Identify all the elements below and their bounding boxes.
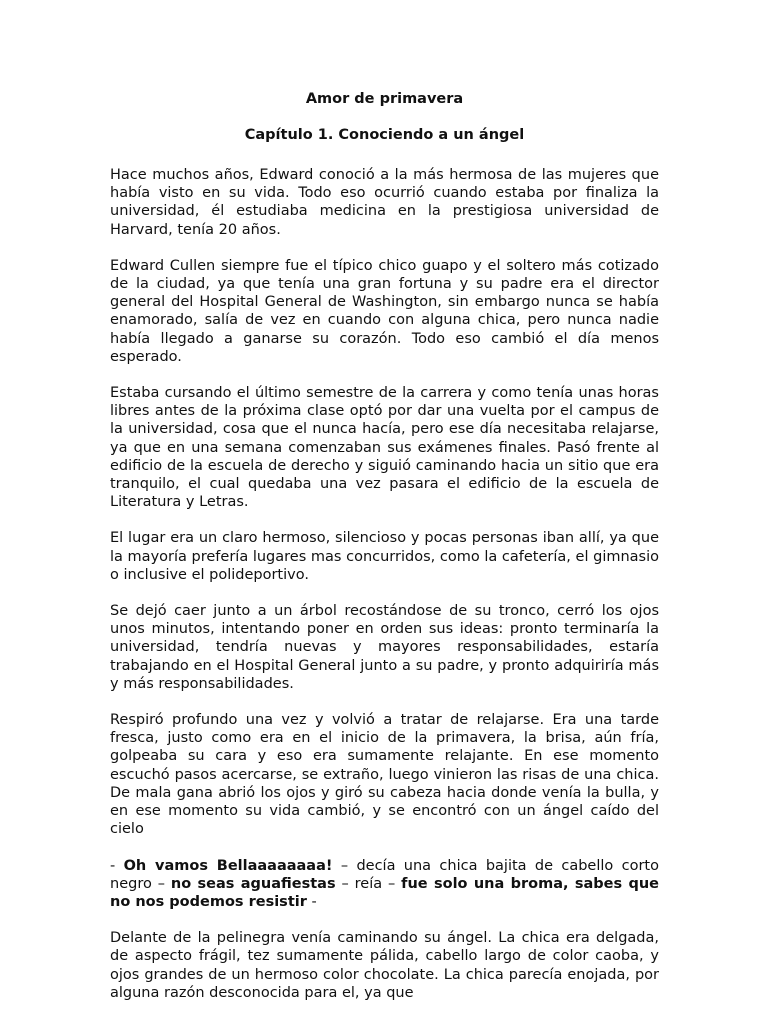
paragraph: Hace muchos años, Edward conoció a la más hermosa de las mujeres que había visto en su vida. Todo eso ocurrió cuando estaba por finaliza la universidad, él estudiaba medicina en la prestigiosa universidad de Harvard, tenía 20 años. (110, 167, 659, 238)
chapter-heading: Capítulo 1. Conociendo a un ángel (244, 127, 525, 143)
paragraph: Edward Cullen siempre fue el típico chico guapo y el soltero más cotizado de la ciudad, ya que tenía una gran fortuna y su padre era el director general del Hospital General de Washington, sin embargo nunca se había enamorado, salía de vez en cuando con alguna chica, pero nunca nadie había llegado a ganarse su corazón. Todo eso cambió el día menos esperado. (110, 257, 659, 365)
paragraph: El lugar era un claro hermoso, silencioso y pocas personas iban allí, ya que la mayoría prefería lugares mas concurridos, como la cafetería, el gimnasio o inclusive el polideportivo. (110, 530, 659, 583)
paragraph: Delante de la pelinegra venía caminando su ángel. La chica era delgada, de aspecto frágil, tez sumamente pálida, cabello largo de color caoba, y ojos grandes de un hermoso color chocolate. La chica parecía enojada, por alguna razón desconocida para el, ya que (110, 930, 659, 1001)
dialogue-line: Oh vamos Bellaaaaaaaa! (123, 857, 333, 874)
dialogue-line: no seas aguafiestas (170, 875, 336, 892)
paragraph: Se dejó caer junto a un árbol recostándose de su tronco, cerró los ojos unos minutos, intentando poner en orden sus ideas: pronto terminaría la universidad, tendría nuevas y mayores responsabilidades, estaría trabajando en el Hospital General junto a su padre, y pronto adquiriría más y más responsabilidades. (110, 603, 659, 692)
dialogue-paragraph (110, 857, 659, 912)
dialogue-line: fue solo una broma, sabes que no nos podemos resistir (110, 875, 659, 910)
dialogue-dash: - (110, 857, 124, 874)
paragraph: Estaba cursando el último semestre de la carrera y como tenía unas horas libres antes de la próxima clase optó por dar una vuelta por el campus de la universidad, cosa que el nunca hacía, pero ese día necesitaba relajarse, ya que en una semana comenzaban sus exámenes finales. Pasó frente al edificio de la escuela de derecho y siguió caminando hacia un sitio que era tranquilo, el cual quedaba una vez pasara el edificio de la escuela de Literatura y Letras. (110, 385, 659, 511)
dialogue-narration: – decía una chica bajita de cabello corto negro – (110, 857, 659, 892)
document-title: Amor de primavera (305, 91, 464, 107)
dialogue-narration: – reía – (335, 875, 402, 892)
paragraph: Respiró profundo una vez y volvió a tratar de relajarse. Era una tarde fresca, justo como era en el inicio de la primavera, la brisa, aún fría, golpeaba su cara y eso era sumamente relajante. En ese momento escuchó pasos acercarse, se extraño, luego vinieron las risas de una chica. De mala gana abrió los ojos y giró su cabeza hacia donde venía la bulla, y en ese momento su vida cambió, y se encontró con un ángel caído del cielo (110, 712, 659, 838)
dialogue-dash: - (306, 893, 317, 910)
document-page (110, 90, 659, 1002)
